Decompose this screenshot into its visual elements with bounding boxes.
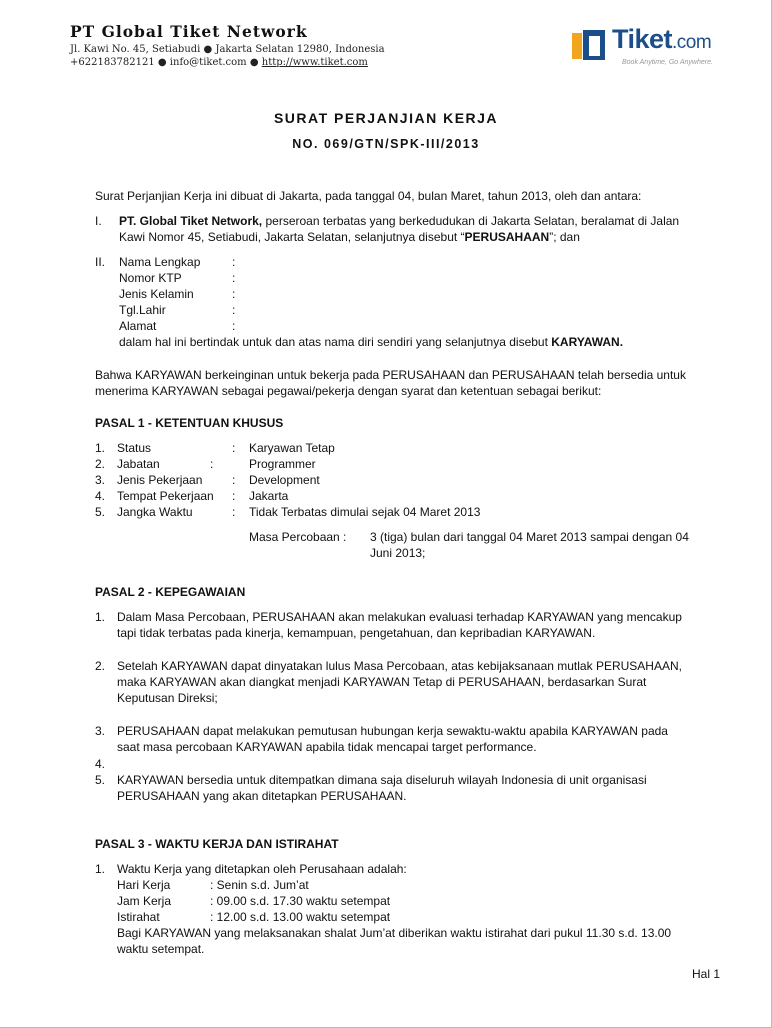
pasal2-item-line: KARYAWAN bersedia untuk ditempatkan dimana saja diseluruh wilayah Indonesia di unit organisasi <box>117 773 647 787</box>
website-link[interactable]: http://www.tiket.com <box>261 57 368 68</box>
pasal1-item-label: Jenis Pekerjaan <box>117 473 203 487</box>
work-row-label: Istirahat <box>117 910 160 924</box>
pasal1-item-value: Karyawan Tetap <box>249 441 335 455</box>
probation-label: Masa Percobaan : <box>249 530 347 544</box>
page-number: Hal 1 <box>692 967 721 981</box>
work-row-label: Hari Kerja <box>117 878 171 892</box>
document-number: NO. 069/GTN/SPK-III/2013 <box>292 137 480 151</box>
probation-line1: 3 (tiga) bulan dari tanggal 04 Maret 2013 sampai dengan 04 <box>370 530 689 544</box>
contact-info: +622183782121 ● info@tiket.com ● <box>70 57 262 68</box>
pasal1-item-num: 2. <box>95 457 106 471</box>
pasal3-heading: PASAL 3 - WAKTU KERJA DAN ISTIRAHAT <box>95 837 339 851</box>
party2-num: II. <box>95 255 106 269</box>
party2-statement: dalam hal ini bertindak untuk dan atas nama diri sendiri yang selanjutnya disebut KARYAWAN. <box>119 335 624 349</box>
pasal1-item-value: Tidak Terbatas dimulai sejak 04 Maret 2013 <box>249 505 481 519</box>
pasal2-item-num: 3. <box>95 724 106 738</box>
work-row-value: : Senin s.d. Jum’at <box>210 878 309 892</box>
pasal1-item-num: 4. <box>95 489 106 503</box>
pasal2-item-line: tapi tidak terbatas pada kinerja, kemampuan, pengetahuan, dan kepribadian KARYAWAN. <box>117 626 596 640</box>
pasal1-item-label: Tempat Pekerjaan <box>117 489 214 503</box>
colon: : <box>232 489 236 503</box>
work-row-label: Jam Kerja <box>117 894 172 908</box>
colon: : <box>232 319 236 333</box>
pasal2-item-line: Keputusan Direksi; <box>117 691 218 705</box>
pasal2-heading: PASAL 2 - KEPEGAWAIAN <box>95 585 246 599</box>
colon: : <box>232 473 236 487</box>
pasal2-item-num: 4. <box>95 757 106 771</box>
pasal1-item-value: Development <box>249 473 320 487</box>
pasal1-item-num: 3. <box>95 473 106 487</box>
colon: : <box>232 441 236 455</box>
document-title: SURAT PERJANJIAN KERJA <box>273 110 499 126</box>
intro-text: Surat Perjanjian Kerja ini dibuat di Jakarta, pada tanggal 04, bulan Maret, tahun 2013, oleh dan antara: <box>95 189 642 203</box>
pasal1-heading: PASAL 1 - KETENTUAN KHUSUS <box>95 416 284 430</box>
work-row-value: : 09.00 s.d. 17.30 waktu setempat <box>210 894 391 908</box>
colon: : <box>232 303 236 317</box>
pasal2-item-line: Setelah KARYAWAN dapat dinyatakan lulus Masa Percobaan, atas kebijaksanaan mutlak PERUSAHAAN, <box>117 659 682 673</box>
work-row-value: : 12.00 s.d. 13.00 waktu setempat <box>210 910 391 924</box>
pasal2-item-line: Dalam Masa Percobaan, PERUSAHAAN akan melakukan evaluasi terhadap KARYAWAN yang mencakup <box>117 610 682 624</box>
party1-line2: Kawi Nomor 45, Setiabudi, Jakarta Selatan, selanjutnya disebut “PERUSAHAAN”; dan <box>119 230 580 244</box>
colon: : <box>232 255 236 269</box>
pasal2-item-num: 5. <box>95 773 106 787</box>
pasal3-item-num: 1. <box>95 862 106 876</box>
party2-field-address: Alamat <box>119 319 157 333</box>
pasal2-item-line: PERUSAHAAN yang akan ditetapkan PERUSAHAAN. <box>117 789 407 803</box>
agreement-line2: menerima KARYAWAN sebagai pegawai/pekerja dengan syarat dan ketentuan sebagai berikut: <box>95 384 602 398</box>
logo-tagline: Book Anytime, Go Anywhere. <box>622 59 713 66</box>
friday-note-line2: waktu setempat. <box>117 942 205 956</box>
company-address: Jl. Kawi No. 45, Setiabudi ● Jakarta Selatan 12980, Indonesia <box>70 44 385 55</box>
pasal2-item-num: 2. <box>95 659 106 673</box>
agreement-line1: Bahwa KARYAWAN berkeinginan untuk bekerja pada PERUSAHAAN dan PERUSAHAAN telah bersedia untuk <box>95 368 686 382</box>
colon: : <box>232 505 236 519</box>
logo-wordmark: Tiket.com <box>612 24 712 54</box>
pasal1-item-label: Status <box>117 441 152 455</box>
pasal2-item-num: 1. <box>95 610 106 624</box>
pasal3-intro: Waktu Kerja yang ditetapkan oleh Perusahaan adalah: <box>117 862 407 876</box>
party2-field-ktp: Nomor KTP <box>119 271 182 285</box>
party2-field-name: Nama Lengkap <box>119 255 201 269</box>
pasal2-item-line: maka KARYAWAN akan diangkat menjadi KARYAWAN Tetap di PERUSAHAAN, berdasarkan Surat <box>117 675 647 689</box>
ticket-logo-icon <box>570 28 610 64</box>
probation-line2: Juni 2013; <box>370 546 426 560</box>
colon: : <box>232 287 236 301</box>
pasal1-item-value: Programmer <box>249 457 316 471</box>
party2-field-gender: Jenis Kelamin <box>119 287 194 301</box>
pasal1-item-num: 1. <box>95 441 106 455</box>
pasal1-item-label: Jangka Waktu <box>117 505 193 519</box>
party1-line1: PT. Global Tiket Network, perseroan terbatas yang berkedudukan di Jakarta Selatan, beralamat di Jalan <box>119 214 680 228</box>
party1-num: I. <box>95 214 102 228</box>
pasal1-item-label: Jabatan <box>117 457 160 471</box>
party2-field-birthdate: Tgl.Lahir <box>119 303 166 317</box>
colon: : <box>232 271 236 285</box>
company-name: PT Global Tiket Network <box>70 22 308 41</box>
pasal2-item-line: saat masa percobaan KARYAWAN apabila tidak mencapai target performance. <box>117 740 537 754</box>
colon: : <box>210 457 214 471</box>
pasal1-item-num: 5. <box>95 505 106 519</box>
tiket-logo <box>570 24 740 70</box>
friday-note-line1: Bagi KARYAWAN yang melaksanakan shalat Jum’at diberikan waktu istirahat dari pukul 11.30 s.d. 13.00 <box>117 926 672 940</box>
pasal2-item-line: PERUSAHAAN dapat melakukan pemutusan hubungan kerja sewaktu-waktu apabila KARYAWAN pada <box>117 724 668 738</box>
company-contact <box>70 57 368 68</box>
pasal1-item-value: Jakarta <box>249 489 289 503</box>
